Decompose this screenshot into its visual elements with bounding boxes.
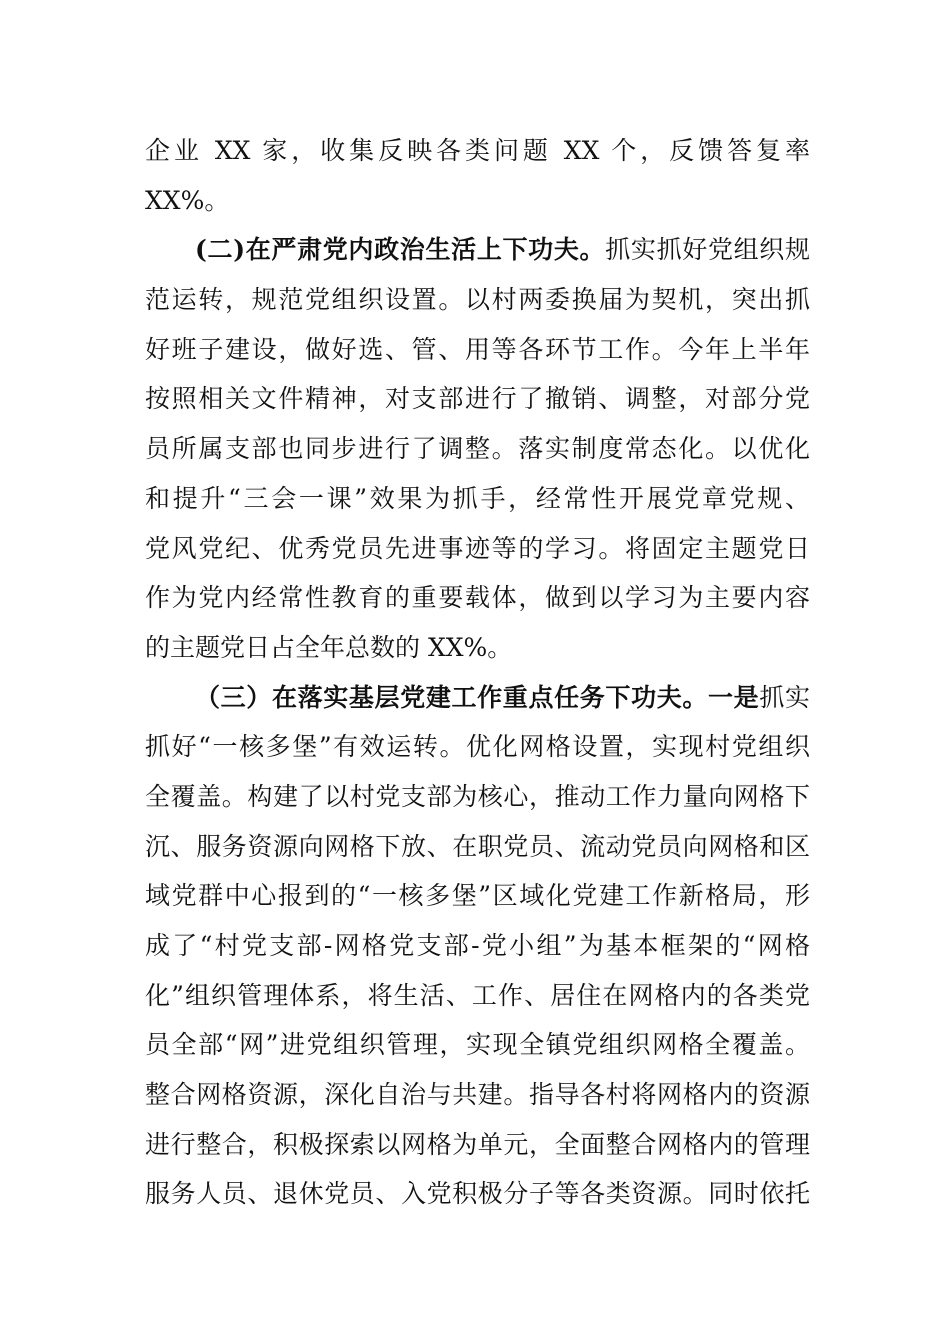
paragraph-text: XX%。	[145, 185, 230, 215]
paragraph-text: 作为党内经常性教育的重要载体，做到以学习为主要内容	[145, 583, 810, 613]
text-line	[145, 325, 810, 375]
text-line	[145, 225, 810, 275]
paragraph-text: 全覆盖。构建了以村党支部为核心，推动工作力量向网格下	[145, 781, 810, 811]
paragraph-text: 的主题党日占全年总数的 XX%。	[145, 632, 513, 662]
paragraph-text: 域党群中心报到的“一核多堡”区域化党建工作新格局，形	[145, 881, 810, 911]
text-line	[145, 971, 810, 1021]
paragraph-text: 进行整合，积极探索以网格为单元，全面整合网格内的管理	[145, 1129, 810, 1159]
text-line	[145, 822, 810, 872]
paragraph-text: 范运转，规范党组织设置。以村两委换届为契机，突出抓	[145, 285, 810, 315]
paragraph-text: 员全部“网”进党组织管理，实现全镇党组织网格全覆盖。	[145, 1030, 810, 1060]
text-line	[145, 573, 810, 623]
paragraph-text: 整合网格资源，深化自治与共建。指导各村将网格内的资源	[145, 1080, 810, 1110]
paragraph-text: 党风党纪、优秀党员先进事迹等的学习。将固定主题党日	[145, 533, 810, 563]
text-line	[145, 921, 810, 971]
text-line	[145, 474, 810, 524]
text-line	[145, 275, 810, 325]
text-line	[145, 126, 810, 176]
bold-heading-text: （三）在落实基层党建工作重点任务下功夫。一是	[195, 682, 760, 712]
text-line	[145, 424, 810, 474]
text-line	[145, 374, 810, 424]
text-line	[145, 1070, 810, 1120]
text-line	[145, 722, 810, 772]
paragraph-text: 化”组织管理体系，将生活、工作、居住在网格内的各类党	[145, 980, 810, 1010]
paragraph-text: 沉、服务资源向网格下放、在职党员、流动党员向网格和区	[145, 831, 810, 861]
bold-heading-text: (二)在严肃党内政治生活上下功夫。	[195, 235, 606, 265]
paragraph-text: 和提升“三会一课”效果为抓手，经常性开展党章党规、	[145, 483, 810, 513]
body-text	[145, 126, 810, 1219]
text-line	[145, 524, 810, 574]
paragraph-text: 服务人员、退休党员、入党积极分子等各类资源。同时依托	[145, 1179, 810, 1209]
text-line	[145, 623, 810, 673]
paragraph-text: 员所属支部也同步进行了调整。落实制度常态化。以优化	[145, 434, 810, 464]
paragraph-text: 抓好“一核多堡”有效运转。优化网格设置，实现村党组织	[145, 732, 810, 762]
text-line	[145, 1169, 810, 1219]
paragraph-text: 企业 XX 家，收集反映各类问题 XX 个，反馈答复率	[145, 136, 810, 165]
text-line	[145, 1120, 810, 1170]
paragraph-text: 抓实抓好党组织规	[605, 235, 810, 265]
text-line	[145, 871, 810, 921]
text-line	[145, 772, 810, 822]
text-line	[145, 673, 810, 723]
paragraph-text: 好班子建设，做好选、管、用等各环节工作。今年上半年	[145, 334, 810, 364]
paragraph-text: 抓实	[759, 682, 810, 712]
text-line	[145, 176, 810, 226]
paragraph-text: 按照相关文件精神，对支部进行了撤销、调整，对部分党	[145, 384, 810, 414]
text-line	[145, 1020, 810, 1070]
paragraph-text: 成了“村党支部-网格党支部-党小组”为基本框架的“网格	[145, 931, 810, 960]
